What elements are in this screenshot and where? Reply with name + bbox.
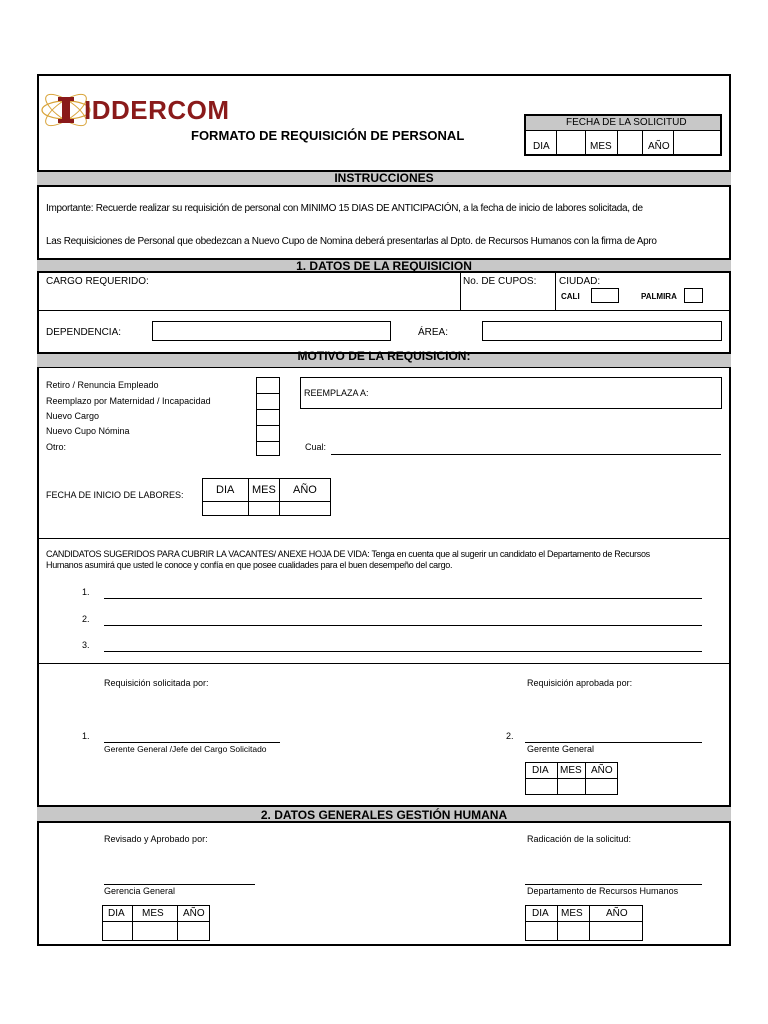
motivo-option-4: Nuevo Cupo Nómina [46, 426, 130, 436]
reemplaza-label: REEMPLAZA A: [304, 388, 369, 398]
radicacion-label: Radicación de la solicitud: [527, 834, 632, 844]
logo-text: IDDERCOM [84, 95, 230, 125]
candidato-line-1[interactable] [104, 598, 702, 599]
aprobada-label: Requisición aprobada por: [527, 678, 633, 688]
instruction-line-1: Importante: Recuerde realizar su requisición de personal con MINIMO 15 DIAS DE ANTICIPACIÓN, a la fecha de inicio de labores solicitada, de [46, 203, 643, 214]
motivo-band [37, 349, 731, 368]
form-title: FORMATO DE REQUISICIÓN DE PERSONAL [191, 128, 465, 143]
gestion-title: 2. DATOS GENERALES GESTIÓN HUMANA [260, 808, 508, 822]
candidatos-line-2: Humanos asumirá que usted le conoce y confía en que posee cualidades para el buen desempeño del cargo. [46, 560, 453, 570]
cali-label: CALI [561, 292, 580, 301]
cual-label: Cual: [305, 442, 327, 452]
motivo-option-5: Otro: [46, 442, 67, 452]
divider [37, 663, 731, 664]
motivo-checkbox-4[interactable] [256, 425, 280, 442]
ciudad-label: CIUDAD: [559, 276, 601, 287]
fecha-inicio-dia: DIA [216, 484, 235, 496]
fecha-inicio-mes: MES [252, 484, 276, 496]
table-rule [557, 762, 558, 795]
request-date-dia-label: DIA [533, 141, 550, 152]
table-rule [557, 905, 558, 941]
table-rule [202, 501, 331, 502]
area-input[interactable] [482, 321, 722, 341]
motivo-checkbox-2[interactable] [256, 393, 280, 410]
firma-number-1: 1. [82, 731, 90, 741]
aprobada-dia: DIA [532, 765, 549, 776]
gerencia-caption: Gerencia General [104, 886, 176, 896]
candidato-number-2: 2. [82, 614, 90, 624]
divider [37, 538, 731, 539]
revisado-label: Revisado y Aprobado por: [104, 834, 208, 844]
cargo-field[interactable] [160, 273, 460, 310]
vertical-divider [555, 273, 556, 310]
request-date-ano-label: AÑO [648, 141, 670, 152]
dependencia-label: DEPENDENCIA: [46, 327, 122, 338]
instruction-line-2: Las Requisiciones de Personal que obedezcan a Nuevo Cupo de Nomina deberá presentarlas al Dpto. de Recursos Humanos con la firma de Apro [46, 236, 657, 247]
rrhh-caption: Departamento de Recursos Humanos [527, 886, 679, 896]
gerencia-line[interactable] [104, 884, 255, 885]
table-rule [132, 905, 133, 941]
table-rule [248, 478, 249, 516]
request-date-mes-field[interactable] [617, 131, 643, 154]
table-rule [589, 905, 590, 941]
rrhh-mes: MES [561, 908, 583, 919]
instrucciones-band [37, 170, 731, 187]
request-date-ano-field[interactable] [673, 131, 722, 154]
fecha-inicio-ano: AÑO [293, 484, 317, 496]
firma-line-1[interactable] [104, 742, 280, 743]
rrhh-dia: DIA [532, 908, 549, 919]
table-rule [525, 921, 643, 922]
gerencia-dia: DIA [108, 908, 125, 919]
cali-checkbox[interactable] [591, 288, 619, 303]
table-rule [102, 921, 210, 922]
gerencia-ano: AÑO [183, 908, 205, 919]
cargo-label: CARGO REQUERIDO: [46, 276, 149, 287]
dependencia-input[interactable] [152, 321, 391, 341]
request-date-dia-field[interactable] [556, 131, 586, 154]
motivo-checkbox-5[interactable] [256, 441, 280, 456]
table-rule [177, 905, 178, 941]
fecha-inicio-label: FECHA DE INICIO DE LABORES: [46, 490, 184, 500]
cupos-label: No. DE CUPOS: [463, 276, 537, 287]
aprobada-mes: MES [560, 765, 582, 776]
palmira-checkbox[interactable] [684, 288, 703, 303]
palmira-label: PALMIRA [641, 292, 677, 301]
solicitada-label: Requisición solicitada por: [104, 678, 209, 688]
instrucciones-title: INSTRUCCIONES [334, 171, 434, 185]
candidatos-line-1: CANDIDATOS SUGERIDOS PARA CUBRIR LA VACANTES/ ANEXE HOJA DE VIDA: Tenga en cuenta que al sugerir un candidato el Departamento de Recursos [46, 549, 650, 559]
candidato-line-2[interactable] [104, 625, 702, 626]
candidato-number-1: 1. [82, 587, 90, 597]
area-label: ÁREA: [418, 327, 449, 338]
motivo-option-1: Retiro / Renuncia Empleado [46, 380, 159, 390]
candidato-line-3[interactable] [104, 651, 702, 652]
candidato-number-3: 3. [82, 640, 90, 650]
cual-input-line[interactable] [331, 454, 721, 455]
motivo-option-2: Reemplazo por Maternidad / Incapacidad [46, 396, 211, 406]
motivo-title: MOTIVO DE LA REQUISICION: [297, 349, 471, 363]
datos-band [37, 258, 731, 273]
request-date-mes-label: MES [590, 141, 612, 152]
motivo-checkbox-1[interactable] [256, 377, 280, 394]
request-date-title: FECHA DE LA SOLICITUD [566, 117, 687, 128]
rrhh-ano: AÑO [606, 908, 628, 919]
table-rule [279, 478, 280, 516]
motivo-option-3: Nuevo Cargo [46, 411, 100, 421]
divider [37, 310, 731, 311]
aprobada-ano: AÑO [591, 765, 613, 776]
vertical-divider [460, 273, 461, 310]
firma-number-2: 2. [506, 731, 514, 741]
firma-line-2[interactable] [525, 742, 702, 743]
table-rule [525, 778, 618, 779]
motivo-checkbox-3[interactable] [256, 409, 280, 426]
gerencia-mes: MES [142, 908, 164, 919]
gestion-band [37, 805, 731, 823]
gerente-caption: Gerente General [527, 744, 595, 754]
datos-title: 1. DATOS DE LA REQUISICION [296, 259, 472, 273]
table-rule [585, 762, 586, 795]
rrhh-line[interactable] [525, 884, 702, 885]
jefe-caption: Gerente General /Jefe del Cargo Solicitado [104, 744, 267, 754]
